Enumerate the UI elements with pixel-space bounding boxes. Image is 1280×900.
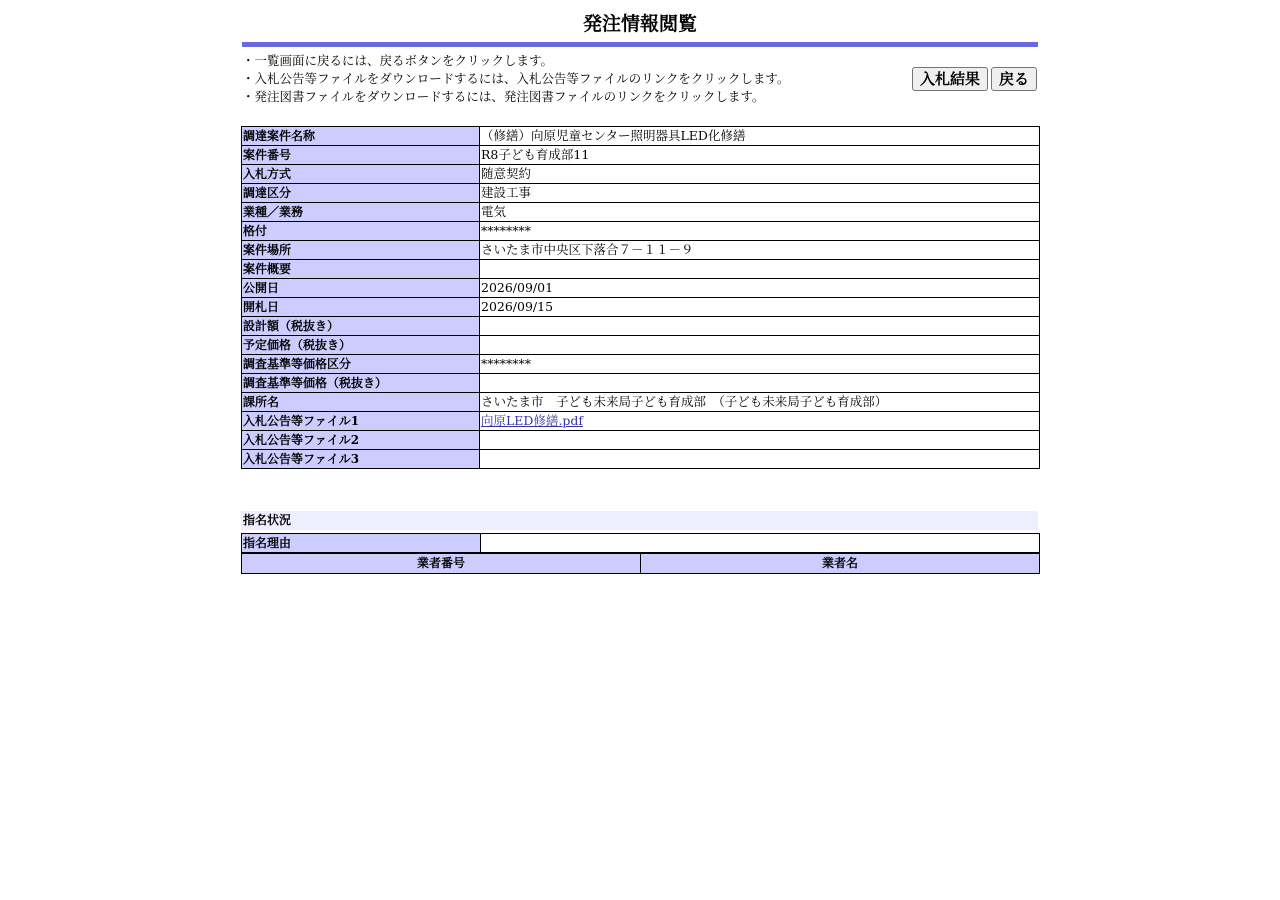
- table-row: [242, 241, 1040, 260]
- table-row: [242, 146, 1040, 165]
- row-label: 設計額（税抜き）: [242, 317, 480, 336]
- designation-reason-table: [241, 533, 1040, 553]
- table-row: [242, 317, 1040, 336]
- designation-section-title: 指名状況: [241, 511, 1038, 530]
- reason-value: [481, 534, 1040, 553]
- row-value: 建設工事: [480, 184, 1040, 203]
- row-value: 随意契約: [480, 165, 1040, 184]
- column-header-vendor-name: 業者名: [641, 554, 1040, 574]
- row-value: [480, 412, 1040, 431]
- row-label: 調査基準等価格区分: [242, 355, 480, 374]
- column-header-vendor-number: 業者番号: [242, 554, 641, 574]
- order-info-table: [241, 126, 1040, 469]
- table-row: [242, 431, 1040, 450]
- row-value: さいたま市中央区下落合７－１１－９: [480, 241, 1040, 260]
- row-label: 格付: [242, 222, 480, 241]
- table-row: [242, 355, 1040, 374]
- row-label: 入札公告等ファイル1: [242, 412, 480, 431]
- row-label: 調査基準等価格（税抜き）: [242, 374, 480, 393]
- table-row: [242, 184, 1040, 203]
- bid-result-button[interactable]: 入札結果: [912, 67, 988, 91]
- row-value: [480, 317, 1040, 336]
- row-value: （修繕）向原児童センター照明器具LED化修繕: [480, 127, 1040, 146]
- row-label: 案件番号: [242, 146, 480, 165]
- table-row: [242, 412, 1040, 431]
- row-value: さいたま市 子ども未来局子ども育成部 （子ども未来局子ども育成部）: [480, 393, 1040, 412]
- row-value: [480, 374, 1040, 393]
- row-label: 課所名: [242, 393, 480, 412]
- table-row: [242, 279, 1040, 298]
- notice-file-1-link[interactable]: 向原LED修繕.pdf: [481, 413, 584, 428]
- vendor-table: [241, 553, 1040, 574]
- table-row: [242, 336, 1040, 355]
- table-row: [242, 534, 1040, 553]
- row-value: ********: [480, 222, 1040, 241]
- table-header-row: [242, 554, 1040, 574]
- row-value: 2026/09/15: [480, 298, 1040, 317]
- row-value: 電気: [480, 203, 1040, 222]
- table-row: [242, 260, 1040, 279]
- instructions: [242, 52, 882, 106]
- row-label: 公開日: [242, 279, 480, 298]
- table-row: [242, 393, 1040, 412]
- row-value: R8子ども育成部11: [480, 146, 1040, 165]
- table-row: [242, 298, 1040, 317]
- instruction-line: ・発注図書ファイルをダウンロードするには、発注図書ファイルのリンクをクリックします。: [242, 89, 765, 104]
- instruction-line: ・一覧画面に戻るには、戻るボタンをクリックします。: [242, 53, 554, 68]
- table-row: [242, 450, 1040, 469]
- table-row: [242, 165, 1040, 184]
- row-label: 調達案件名称: [242, 127, 480, 146]
- back-button[interactable]: 戻る: [991, 67, 1037, 91]
- instruction-line: ・入札公告等ファイルをダウンロードするには、入札公告等ファイルのリンクをクリックします。: [242, 71, 790, 86]
- row-value: [480, 336, 1040, 355]
- title-divider: [242, 42, 1038, 47]
- row-value: [480, 450, 1040, 469]
- table-row: [242, 203, 1040, 222]
- row-value: ********: [480, 355, 1040, 374]
- row-label: 案件場所: [242, 241, 480, 260]
- row-label: 開札日: [242, 298, 480, 317]
- table-row: [242, 127, 1040, 146]
- row-label: 入札公告等ファイル3: [242, 450, 480, 469]
- table-row: [242, 374, 1040, 393]
- row-label: 入札方式: [242, 165, 480, 184]
- page-title: 発注情報閲覧: [582, 13, 697, 35]
- row-label: 業種／業務: [242, 203, 480, 222]
- row-label: 案件概要: [242, 260, 480, 279]
- row-value: [480, 431, 1040, 450]
- table-row: [242, 222, 1040, 241]
- row-label: 入札公告等ファイル2: [242, 431, 480, 450]
- row-label: 調達区分: [242, 184, 480, 203]
- row-value: [480, 260, 1040, 279]
- row-label: 予定価格（税抜き）: [242, 336, 480, 355]
- row-value: 2026/09/01: [480, 279, 1040, 298]
- reason-label: 指名理由: [242, 534, 481, 553]
